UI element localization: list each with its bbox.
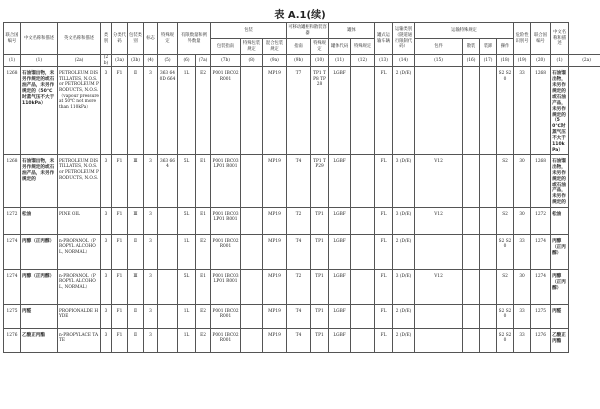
hazard-id-cell: 33 (514, 328, 531, 352)
ts-bulk-cell (463, 328, 480, 352)
special-pack-cell (241, 207, 263, 234)
table-row (4, 234, 600, 269)
header-class: 类别 (101, 23, 112, 55)
col-number: (1) (4, 55, 21, 67)
limited-qty-cell: 5L (178, 154, 196, 207)
header-tank-group: 可移动罐柜和散装容器 (287, 23, 329, 39)
zh-name-2-cell: 乙酸正丙酯 (551, 328, 569, 352)
vehicle-cell: FL (375, 207, 393, 234)
col-number: (2b) (101, 55, 112, 67)
table-row (4, 328, 600, 352)
tank-instr-cell: T2 (287, 269, 311, 304)
class-code-cell: F1 (112, 234, 128, 269)
vehicle-cell: FL (375, 304, 393, 328)
col-number: (12) (351, 55, 375, 67)
col-number: (3b) (128, 55, 144, 67)
class-cell: 3 (101, 207, 112, 234)
zh-name-cell: 丙醇（正丙醇） (21, 269, 58, 304)
zh-name-2-cell: 丙醇（正丙醇） (551, 234, 569, 269)
un-no-2-cell: 1274 (531, 269, 551, 304)
special-cell (158, 234, 178, 269)
header-tank-special: 特殊规定 (311, 39, 329, 55)
special-pack-cell (241, 154, 263, 207)
mixed-pack-cell: MP19 (263, 234, 287, 269)
en-name-cell: n-PROPYLACE TATE (58, 328, 101, 352)
hazard-id-cell: 33 (514, 234, 531, 269)
ts-load-cell (480, 67, 497, 155)
class-code-cell: F1 (112, 328, 128, 352)
un-no-2-cell: 1276 (531, 328, 551, 352)
limited-qty-cell: 5L (178, 269, 196, 304)
ts-pack-cell: V12 (415, 207, 463, 234)
header-limited-excepted: 有限数量和例外数量 (178, 23, 211, 55)
table-row (4, 304, 600, 328)
ts-op-cell: S2 (497, 207, 514, 234)
zh-name-cell: 松油 (21, 207, 58, 234)
packing-instr-cell: P001 IBC02 R001 (211, 67, 241, 155)
excepted-qty-cell: E1 (196, 269, 211, 304)
col-number: (5) (158, 55, 178, 67)
col-number: (19) (514, 55, 531, 67)
col-number: (10) (311, 55, 329, 67)
col-number: (7b) (211, 55, 241, 67)
hazard-id-cell: 33 (514, 304, 531, 328)
special-cell: 363 640D 664 (158, 67, 178, 155)
col-number: (20) (531, 55, 551, 67)
label-cell: 3 (144, 67, 158, 155)
column-number-row (4, 55, 600, 67)
zh-name-cell: 乙酸正丙酯 (21, 328, 58, 352)
special-pack-cell (241, 234, 263, 269)
ts-bulk-cell (463, 67, 480, 155)
ts-op-cell: S2 S20 (497, 304, 514, 328)
tank-instr-cell: T7 (287, 67, 311, 155)
col-number: (3a) (112, 55, 128, 67)
transport-cat-cell: 3 (D/E) (393, 269, 415, 304)
zh-name-2-cell: 松油 (551, 207, 569, 234)
header-un-no-2: 联合国编号 (531, 23, 551, 55)
header-tank-instr: 指南 (287, 39, 311, 55)
col-number: (1) (551, 55, 569, 67)
col-number: (17) (480, 55, 497, 67)
header-ts-bulk: 散装 (463, 39, 480, 55)
ts-op-cell: S2 (497, 154, 514, 207)
tank-code-cell: LGBF (329, 269, 351, 304)
packing-instr-cell: P001 IBC03 LP01 R001 (211, 269, 241, 304)
header-ts-op: 操作 (497, 39, 514, 55)
tank-code-cell: LGBF (329, 67, 351, 155)
en-name-cell: PINE OIL (58, 207, 101, 234)
packing-instr-cell: P001 IBC02 R001 (211, 304, 241, 328)
special-cell: 363 664 (158, 154, 178, 207)
header-mixed-pack: 混合包装规定 (263, 39, 287, 55)
ts-op-cell: S2 S20 (497, 234, 514, 269)
un-no-2-cell: 1268 (531, 67, 551, 155)
un-no-2-cell: 1268 (531, 154, 551, 207)
table-row (4, 154, 600, 207)
header-ts-load: 装卸 (480, 39, 497, 55)
en-name-cell: PETROLEUM DISTILLATES, N.O.S. or PETROLEUM PRODUCTS, N.O.S.（vapour pressure at 50℃ not more than 110kPa） (58, 67, 101, 155)
header-ts-pack: 包件 (415, 39, 463, 55)
col-number: (11) (329, 55, 351, 67)
un-no-cell: 1268 (4, 67, 21, 155)
label-cell: 3 (144, 234, 158, 269)
un-no-2-cell: 1274 (531, 234, 551, 269)
col-number: (15) (415, 55, 463, 67)
header-pack-group: 包装类别 (128, 23, 144, 55)
col-number: (1) (21, 55, 58, 67)
col-number: (9a) (263, 55, 287, 67)
en-name-cell: PETROLEUM DISTILLATES, N.O.S. or PETROLEUM PRODUCTS, N.O.S. (58, 154, 101, 207)
zh-name-cell: 石油馏出物，未另作规定的或石油产品，未另作规定的（50℃时蒸气压不大于110kPa） (21, 67, 58, 155)
class-cell: 3 (101, 154, 112, 207)
header-packing-instr: 包装指南 (211, 39, 241, 55)
special-cell (158, 207, 178, 234)
hazard-id-cell: 30 (514, 207, 531, 234)
special-pack-cell (241, 304, 263, 328)
excepted-qty-cell: E2 (196, 234, 211, 269)
zh-name-cell: 丙醛 (21, 304, 58, 328)
col-number: (2a) (58, 55, 101, 67)
col-number: (16) (463, 55, 480, 67)
special-pack-cell (241, 67, 263, 155)
col-number: (4) (144, 55, 158, 67)
tank-special-2-cell (351, 304, 375, 328)
ts-bulk-cell (463, 154, 480, 207)
mixed-pack-cell: MP19 (263, 328, 287, 352)
header-tank: 罐体 (329, 23, 375, 39)
ts-op-cell: S2 S20 (497, 67, 514, 155)
ts-load-cell (480, 269, 497, 304)
zh-name-2-cell: 石油馏出物，未另作规定的或石油产品，未另作规定的 (551, 154, 569, 207)
header-special-pack: 特殊包装规定 (241, 39, 263, 55)
col-number: (9b) (287, 55, 311, 67)
pack-group-cell: Ⅲ (128, 207, 144, 234)
pack-group-cell: Ⅲ (128, 154, 144, 207)
transport-cat-cell: 2 (D/E) (393, 67, 415, 155)
excepted-qty-cell: E2 (196, 67, 211, 155)
en-name-cell: n-PROPANOL（PROPYL ALCOHOL, NORMAL） (58, 234, 101, 269)
excepted-qty-cell: E1 (196, 207, 211, 234)
tank-special-2-cell (351, 67, 375, 155)
un-no-cell: 1268 (4, 154, 21, 207)
pack-group-cell: Ⅱ (128, 67, 144, 155)
zh-name-cell: 丙醇（正丙醇） (21, 234, 58, 269)
tank-special-2-cell (351, 154, 375, 207)
table-row (4, 269, 600, 304)
ts-load-cell (480, 304, 497, 328)
ts-pack-cell (415, 328, 463, 352)
zh-name-2-cell: 丙醇（正丙醇） (551, 269, 569, 304)
col-number: (8) (241, 55, 263, 67)
excepted-qty-cell: E2 (196, 304, 211, 328)
hazard-id-cell: 33 (514, 67, 531, 155)
header-tank-special-2: 特殊规定 (351, 39, 375, 55)
tank-code-cell: LGBF (329, 304, 351, 328)
label-cell: 3 (144, 154, 158, 207)
special-cell (158, 269, 178, 304)
class-code-cell: F1 (112, 269, 128, 304)
pack-group-cell: Ⅱ (128, 304, 144, 328)
class-code-cell: F1 (112, 67, 128, 155)
tank-code-cell: LGBF (329, 328, 351, 352)
label-cell: 3 (144, 269, 158, 304)
header-zh-name: 中文名称和描述 (21, 23, 58, 55)
excepted-qty-cell: E1 (196, 154, 211, 207)
tank-instr-cell: T4 (287, 154, 311, 207)
transport-cat-cell: 3 (D/E) (393, 154, 415, 207)
mixed-pack-cell: MP19 (263, 154, 287, 207)
ts-bulk-cell (463, 304, 480, 328)
tank-special-2-cell (351, 269, 375, 304)
mixed-pack-cell: MP19 (263, 269, 287, 304)
dangerous-goods-table (3, 22, 600, 353)
header-transport-cat: 运输类别（隧道通行限制代码） (393, 23, 415, 55)
ts-pack-cell: V12 (415, 154, 463, 207)
transport-cat-cell: 3 (D/E) (393, 207, 415, 234)
special-pack-cell (241, 269, 263, 304)
un-no-2-cell: 1272 (531, 207, 551, 234)
packing-instr-cell: P001 IBC02 R001 (211, 234, 241, 269)
col-number: (18) (497, 55, 514, 67)
col-number: (13) (375, 55, 393, 67)
special-cell (158, 304, 178, 328)
class-cell: 3 (101, 304, 112, 328)
header-zh-name-2: 中文名称和描述 (551, 23, 569, 55)
un-no-cell: 1274 (4, 234, 21, 269)
un-no-cell: 1275 (4, 304, 21, 328)
ts-op-cell: S2 (497, 269, 514, 304)
excepted-qty-cell: E2 (196, 328, 211, 352)
vehicle-cell: FL (375, 269, 393, 304)
ts-pack-cell (415, 234, 463, 269)
pack-group-cell: Ⅲ (128, 269, 144, 304)
header-class-code: 分类代码 (112, 23, 128, 55)
label-cell: 3 (144, 207, 158, 234)
packing-instr-cell: P001 IBC03 LP01 R001 (211, 207, 241, 234)
ts-op-cell: S2 S20 (497, 328, 514, 352)
tank-instr-cell: T4 (287, 328, 311, 352)
header-en-name: 英文名称和描述 (58, 23, 101, 55)
mixed-pack-cell: MP19 (263, 304, 287, 328)
tank-special-cell: TP1 (311, 304, 329, 328)
tank-special-cell: TP1 (311, 207, 329, 234)
un-no-2-cell: 1275 (531, 304, 551, 328)
ts-bulk-cell (463, 207, 480, 234)
header-un-no: 联合国编号 (4, 23, 21, 55)
header-transport-special: 运输特殊规定 (415, 23, 514, 39)
table-row (4, 67, 600, 155)
col-number: (14) (393, 55, 415, 67)
transport-cat-cell: 2 (D/E) (393, 304, 415, 328)
un-no-cell: 1276 (4, 328, 21, 352)
header-label: 标志 (144, 23, 158, 55)
tank-code-cell: LGBF (329, 207, 351, 234)
page-title: 表 A.1(续) (274, 10, 326, 21)
limited-qty-cell: 1L (178, 304, 196, 328)
un-no-cell: 1272 (4, 207, 21, 234)
ts-load-cell (480, 207, 497, 234)
limited-qty-cell: 1L (178, 328, 196, 352)
en-name-cell: n-PROPANOL（PROPYL ALCOHOL, NORMAL） (58, 269, 101, 304)
ts-load-cell (480, 234, 497, 269)
tank-special-2-cell (351, 328, 375, 352)
tank-code-cell: LGBF (329, 234, 351, 269)
special-cell (158, 328, 178, 352)
class-code-cell: F1 (112, 304, 128, 328)
class-cell: 3 (101, 67, 112, 155)
zh-name-2-cell: 石油馏出物，未另作规定的或石油产品，未另作规定的（50℃时蒸气压不大于110kPa） (551, 67, 569, 155)
table-row (4, 207, 600, 234)
col-number: (7a) (196, 55, 211, 67)
pack-group-cell: Ⅱ (128, 328, 144, 352)
ts-pack-cell (415, 304, 463, 328)
tank-special-cell: TP1 TP8 TP28 (311, 67, 329, 155)
limited-qty-cell: 1L (178, 234, 196, 269)
class-cell: 3 (101, 234, 112, 269)
tank-instr-cell: T4 (287, 234, 311, 269)
ts-bulk-cell (463, 234, 480, 269)
col-number: (2a) (569, 55, 600, 67)
vehicle-cell: FL (375, 67, 393, 155)
tank-special-cell: TP1 (311, 269, 329, 304)
en-name-cell: PROPIONALDE HYDE (58, 304, 101, 328)
pack-group-cell: Ⅱ (128, 234, 144, 269)
vehicle-cell: FL (375, 234, 393, 269)
tank-special-cell: TP1 (311, 234, 329, 269)
un-no-cell: 1274 (4, 269, 21, 304)
ts-load-cell (480, 328, 497, 352)
class-cell: 3 (101, 269, 112, 304)
tank-special-2-cell (351, 234, 375, 269)
zh-name-cell: 石油馏出物，未另作规定的或石油产品，未另作规定的 (21, 154, 58, 207)
packing-instr-cell: P001 IBC03 LP01 R001 (211, 154, 241, 207)
vehicle-cell: FL (375, 328, 393, 352)
tank-special-cell: TP1 TP29 (311, 154, 329, 207)
header-tank-code: 罐体代码 (329, 39, 351, 55)
zh-name-2-cell: 丙醛 (551, 304, 569, 328)
ts-load-cell (480, 154, 497, 207)
ts-bulk-cell (463, 269, 480, 304)
label-cell: 3 (144, 304, 158, 328)
class-code-cell: F1 (112, 207, 128, 234)
mixed-pack-cell: MP19 (263, 207, 287, 234)
tank-code-cell: LGBF (329, 154, 351, 207)
hazard-id-cell: 30 (514, 269, 531, 304)
transport-cat-cell: 2 (D/E) (393, 234, 415, 269)
mixed-pack-cell: MP19 (263, 67, 287, 155)
header-hazard-id: 危险性识别号 (514, 23, 531, 55)
label-cell: 3 (144, 328, 158, 352)
special-pack-cell (241, 328, 263, 352)
header-special: 特殊规定 (158, 23, 178, 55)
packing-instr-cell: P001 IBC02 R001 (211, 328, 241, 352)
tank-instr-cell: T4 (287, 304, 311, 328)
class-code-cell: F1 (112, 154, 128, 207)
class-cell: 3 (101, 328, 112, 352)
tank-special-2-cell (351, 207, 375, 234)
header-vehicle: 罐式运输车辆 (375, 23, 393, 55)
transport-cat-cell: 2 (D/E) (393, 328, 415, 352)
col-number: (6) (178, 55, 196, 67)
tank-instr-cell: T2 (287, 207, 311, 234)
ts-pack-cell (415, 67, 463, 155)
hazard-id-cell: 30 (514, 154, 531, 207)
tank-special-cell: TP1 (311, 328, 329, 352)
vehicle-cell: FL (375, 154, 393, 207)
ts-pack-cell: V12 (415, 269, 463, 304)
limited-qty-cell: 1L (178, 67, 196, 155)
header-packing: 包装 (211, 23, 287, 39)
limited-qty-cell: 5L (178, 207, 196, 234)
